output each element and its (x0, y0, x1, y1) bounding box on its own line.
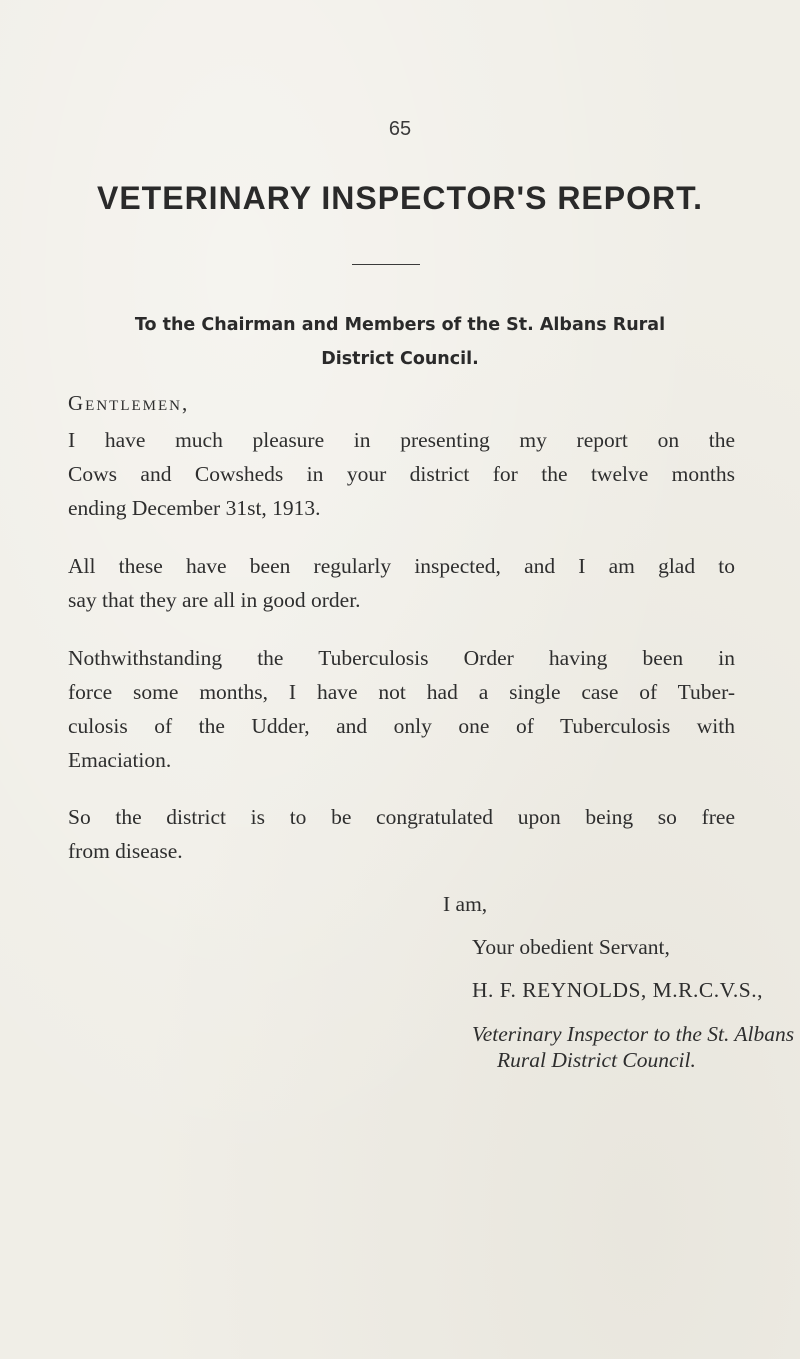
paragraph-4 (68, 800, 735, 868)
address-block (0, 308, 800, 376)
paragraph-line: I have much pleasure in presenting my report on the (68, 428, 735, 452)
address-line-2: District Council. (321, 349, 479, 369)
title-divider (352, 264, 420, 265)
closing-servant: Your obedient Servant, (472, 935, 670, 959)
paragraph-line: say that they are all in good order. (68, 588, 361, 612)
paragraph-line: force some months, I have not had a single case of Tuber- (68, 680, 735, 704)
address-line-1: To the Chairman and Members of the St. Albans Rural (134, 315, 666, 335)
paragraph-line: So the district is to be congratulated upon being so free (68, 805, 735, 829)
paragraph-line: All these have been regularly inspected, and I am glad to (68, 554, 735, 578)
paragraph-line: Emaciation. (68, 748, 172, 772)
paragraph-line: from disease. (68, 839, 183, 863)
signatory-credential (0, 1021, 800, 1073)
paragraph-line: ending December 31st, 1913. (68, 496, 321, 520)
paragraph-line: culosis of the Udder, and only one of Tuberculosis with (68, 714, 735, 738)
credential-line-2: Rural District Council. (497, 1048, 696, 1072)
closing-line: I am, (443, 892, 488, 916)
report-title: VETERINARY INSPECTOR'S REPORT. (96, 180, 703, 216)
signatory-name: H. F. REYNOLDS, M.R.C.V.S., (472, 978, 763, 1002)
paragraph-line: Cows and Cowsheds in your district for the twelve months (68, 462, 735, 486)
paragraph-3 (68, 641, 735, 777)
paragraph-2 (68, 549, 735, 617)
page-number: 65 (388, 118, 412, 140)
paragraph-1 (68, 423, 735, 525)
paragraph-line: Nothwithstanding the Tuberculosis Order having been in (68, 646, 735, 670)
salutation: Gentlemen, (68, 391, 190, 415)
credential-line-1: Veterinary Inspector to the St. Albans (472, 1022, 795, 1046)
